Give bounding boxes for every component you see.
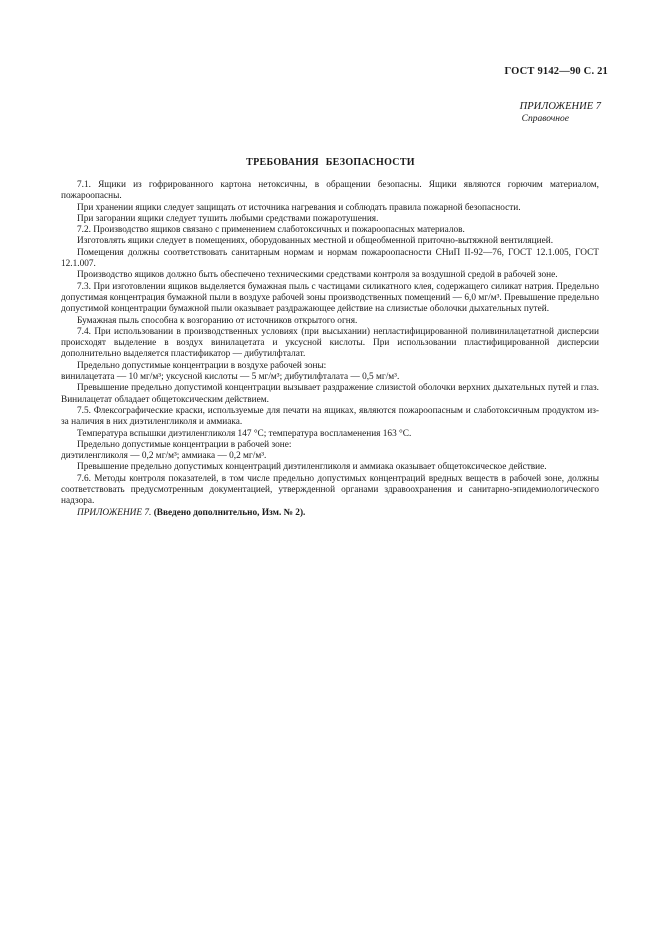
appendix-label — [520, 100, 601, 126]
paragraph: При хранении ящики следует защищать от источника нагревания и соблюдать правила пожарной безопасности. — [77, 202, 521, 213]
paragraph: винилацетата — 10 мг/м³; уксусной кислоты — 5 мг/м³; дибутилфталата — 0,5 мг/м³. — [61, 372, 400, 383]
paragraph: Предельно допустимые концентрации в воздухе рабочей зоны: — [77, 360, 327, 371]
closing-label: ПРИЛОЖЕНИЕ 7. — [77, 507, 152, 518]
paragraph: Бумажная пыль способна к возгоранию от источников открытого огня. — [77, 315, 358, 326]
paragraph: Превышение предельно допустимой концентрации вызывает раздражение слизистой оболочки верхних дыхательных путей и глаз. Винилацетат обладает общетоксическим действием. — [61, 383, 599, 405]
paragraph: 7.3. При изготовлении ящиков выделяется бумажная пыль с частицами силикатного клея, содержащего силикат натрия. Предельно допустимая концентрация бумажной пыли в воздухе рабочей зоны производственных помещений — 6,0 мг/м³. Превышение предельно допустимой концентрации бумажной пыли оказывает раздражающее действие на слизистые оболочки дыхательных путей. — [61, 281, 599, 315]
paragraph: Помещения должны соответствовать санитарным нормам и нормам пожароопасности СНиП II-92—76, ГОСТ 12.1.005, ГОСТ 12.1.007. — [61, 247, 599, 270]
paragraph: диэтиленгликоля — 0,2 мг/м³; аммиака — 0,2 мг/м³. — [61, 451, 267, 462]
paragraph: 7.1. Ящики из гофрированного картона нетоксичны, в обращении безопасны. Ящики являются горючим материалом, пожароопасны. — [61, 180, 599, 202]
paragraph: 7.2. Производство ящиков связано с применением слаботоксичных и пожароопасных материалов. — [77, 225, 465, 236]
paragraph: Производство ящиков должно быть обеспечено техническими средствами контроля за воздушной средой в рабочей зоне. — [77, 270, 558, 281]
section-title: ТРЕБОВАНИЯ БЕЗОПАСНОСТИ — [246, 157, 415, 168]
paragraph: При загорании ящики следует тушить любыми средствами пожаротушения. — [77, 213, 379, 224]
paragraph: Превышение предельно допустимых концентраций диэтиленгликоля и аммиака оказывает общетоксическое действие. — [77, 462, 547, 473]
document-body — [61, 180, 599, 519]
paragraph: Предельно допустимые концентрации в рабочей зоне: — [77, 439, 292, 450]
appendix-subtitle: Справочное — [521, 114, 569, 124]
paragraph: 7.5. Флексографические краски, используемые для печати на ящиках, являются пожароопасным и слаботоксичным продуктом из-за наличия в них диэтиленгликоля и аммиака. — [61, 405, 599, 428]
paragraph: Изготовлять ящики следует в помещениях, оборудованных местной и общеобменной приточно-вытяжной вентиляцией. — [77, 236, 554, 247]
paragraph: 7.6. Методы контроля показателей, в том числе предельно допустимых концентраций вредных веществ в рабочей зоне, должны соответствовать предусмотренным документацией, утвержденной органами здравоохранения и санитарно-эпидемиологического надзора. — [61, 473, 599, 507]
paragraph: 7.4. При использовании в производственных условиях (при высыхании) непластифицированной поливинилацетатной дисперсии происходят выделение в воздух винилацетата и уксусной кислоты. При использовании пластифицированной дисперсии дополнительно выделяется пластификатор — дибутилфталат. — [61, 326, 599, 360]
closing-note — [61, 508, 599, 519]
appendix-title: ПРИЛОЖЕНИЕ 7 — [519, 101, 601, 112]
page-header: ГОСТ 9142—90 С. 21 — [504, 66, 608, 77]
closing-text: (Введено дополнительно, Изм. № 2). — [153, 507, 306, 518]
paragraph: Температура вспышки диэтиленгликоля 147 °С; температура воспламенения 163 °С. — [77, 428, 412, 439]
